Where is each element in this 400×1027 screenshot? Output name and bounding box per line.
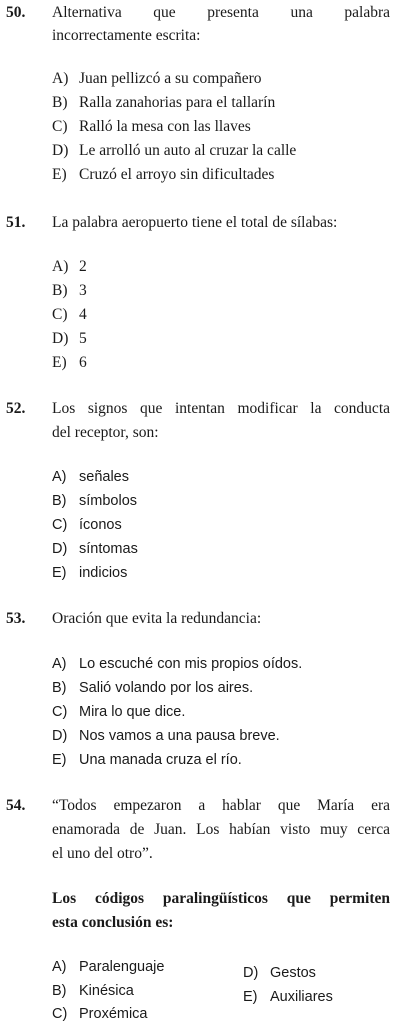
question-text-line-1: “Todos empezaron a hablar que María era [52, 797, 390, 814]
option-letter: E) [243, 989, 258, 1005]
option-text: íconos [79, 517, 122, 533]
option-letter: D) [52, 541, 68, 557]
option-text: símbolos [79, 493, 138, 509]
option-c[interactable] [52, 1003, 148, 1025]
option-letter: E) [52, 752, 67, 768]
option-letter: D) [52, 728, 68, 744]
option-d[interactable] [52, 328, 87, 350]
option-text: Ralló la mesa con las llaves [79, 118, 251, 135]
option-letter: C) [52, 517, 68, 533]
option-c[interactable] [52, 116, 251, 138]
option-text: 5 [79, 330, 87, 347]
option-letter: B) [52, 94, 68, 111]
option-text: Juan pellizcó a su compañero [79, 70, 262, 87]
option-text: Lo escuché con mis propios oídos. [79, 656, 303, 672]
question-number: 50. [6, 4, 26, 21]
option-e[interactable] [52, 749, 242, 771]
option-b[interactable] [52, 677, 253, 699]
option-text: 3 [79, 282, 87, 299]
option-a[interactable] [52, 68, 262, 90]
option-text: Nos vamos a una pausa breve. [79, 728, 280, 744]
option-text: Ralla zanahorias para el tallarín [79, 94, 276, 111]
question-text-line-1: Alternativa que presenta una palabra [52, 4, 390, 21]
option-text: 6 [79, 354, 87, 371]
question-text-line-1: La palabra aeropuerto tiene el total de sílabas: [52, 214, 338, 231]
option-letter: C) [52, 306, 68, 323]
option-e[interactable] [52, 562, 127, 584]
option-letter: A) [52, 656, 67, 672]
option-letter: D) [243, 965, 259, 981]
option-letter: A) [52, 258, 69, 275]
option-text: Una manada cruza el río. [79, 752, 242, 768]
option-d[interactable] [52, 538, 138, 560]
option-letter: B) [52, 983, 67, 999]
question-text-line-3: el uno del otro”. [52, 845, 153, 862]
option-letter: C) [52, 1006, 68, 1022]
option-letter: E) [52, 166, 67, 183]
option-letter: E) [52, 565, 67, 581]
option-text: Kinésica [79, 983, 134, 999]
option-text: 2 [79, 258, 87, 275]
option-text: Le arrolló un auto al cruzar la calle [79, 142, 297, 159]
option-text: señales [79, 469, 129, 485]
question-number: 54. [6, 797, 26, 814]
question-text-line-1: Oración que evita la redundancia: [52, 610, 262, 627]
option-letter: A) [52, 959, 67, 975]
question-text-line-2: del receptor, son: [52, 424, 159, 441]
question-number: 53. [6, 610, 26, 627]
option-letter: A) [52, 70, 69, 87]
option-letter: C) [52, 118, 68, 135]
option-e[interactable] [52, 352, 87, 374]
option-letter: E) [52, 354, 67, 371]
option-e[interactable] [243, 986, 333, 1008]
question-text-line-2: enamorada de Juan. Los habían visto muy cerca [52, 821, 390, 838]
option-b[interactable] [52, 490, 137, 512]
option-text: Cruzó el arroyo sin dificultades [79, 166, 275, 183]
option-c[interactable] [52, 514, 122, 536]
option-text: Salió volando por los aires. [79, 680, 254, 696]
option-a[interactable] [52, 256, 87, 278]
option-a[interactable] [52, 956, 164, 978]
option-letter: D) [52, 142, 69, 159]
option-b[interactable] [52, 980, 134, 1002]
option-a[interactable] [52, 653, 302, 675]
option-b[interactable] [52, 92, 275, 114]
option-d[interactable] [52, 725, 280, 747]
option-text: 4 [79, 306, 87, 323]
option-text: Proxémica [79, 1006, 148, 1022]
option-b[interactable] [52, 280, 87, 302]
option-letter: B) [52, 493, 67, 509]
question-text-line-1: Los signos que intentan modificar la conducta [52, 400, 390, 417]
question-prompt-line-1: Los códigos paralingüísticos que permiten [52, 890, 390, 907]
option-text: Paralenguaje [79, 959, 165, 975]
option-c[interactable] [52, 701, 185, 723]
question-number: 52. [6, 400, 26, 417]
option-text: Mira lo que dice. [79, 704, 186, 720]
option-letter: B) [52, 282, 68, 299]
option-text: Auxiliares [270, 989, 333, 1005]
option-letter: D) [52, 330, 69, 347]
option-c[interactable] [52, 304, 87, 326]
question-number: 51. [6, 214, 26, 231]
option-d[interactable] [52, 140, 296, 162]
option-letter: C) [52, 704, 68, 720]
option-text: síntomas [79, 541, 138, 557]
question-prompt-line-2: esta conclusión es: [52, 914, 174, 931]
option-a[interactable] [52, 466, 129, 488]
option-letter: B) [52, 680, 67, 696]
option-text: indicios [79, 565, 128, 581]
option-text: Gestos [270, 965, 316, 981]
option-d[interactable] [243, 962, 316, 984]
question-text-line-2: incorrectamente escrita: [52, 27, 201, 44]
option-letter: A) [52, 469, 67, 485]
option-e[interactable] [52, 164, 274, 186]
